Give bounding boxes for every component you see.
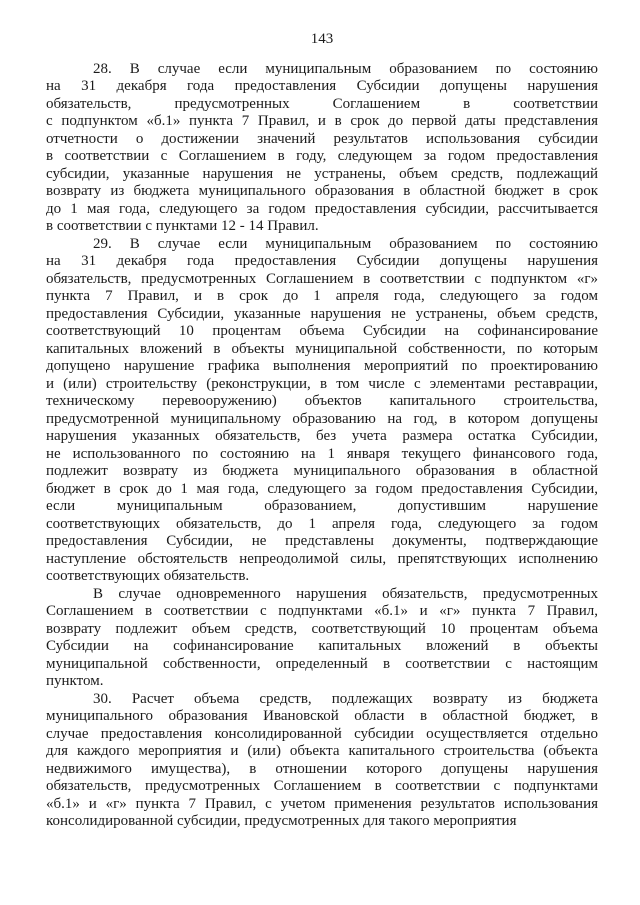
paragraph xyxy=(46,61,598,236)
text-line: «б.1» и «г» пункта 7 Правил, с учетом применения результатов использования xyxy=(46,795,598,812)
text-line: для каждого мероприятия и (или) объекта капитального строительства (объекта xyxy=(46,743,598,759)
paragraph xyxy=(46,586,598,691)
text-line: муниципального образования Ивановской области в областной бюджет, в xyxy=(46,708,598,724)
text-line: соответствующих обязательств, до 1 апреля года, следующего за годом xyxy=(46,515,598,532)
document-body xyxy=(46,61,598,831)
text-line: допущено нарушение графика выполнения мероприятий по проектированию xyxy=(46,358,598,374)
text-line: предоставления Субсидии, указанные нарушения не устранены, объем средств, xyxy=(46,305,598,322)
text-line: пунктом. xyxy=(46,673,104,689)
text-line: В случае одновременного нарушения обязательств, предусмотренных xyxy=(93,585,598,602)
text-line: 29. В случае если муниципальным образованием по состоянию xyxy=(93,235,598,252)
text-line: и (или) строительству (реконструкции, в том числе с элементами реставрации, xyxy=(46,375,598,392)
text-line: субсидии, указанные нарушения не устранены, объем средств, подлежащий xyxy=(46,165,598,182)
text-line: Субсидии на софинансирование капитальных вложений в объекты xyxy=(46,638,598,654)
text-line: обязательств, предусмотренных Соглашением в соответствии с подпунктом «г» xyxy=(46,270,598,287)
text-line: нарушения указанных обязательств, без учета размера остатка Субсидии, xyxy=(46,428,598,444)
text-line: 30. Расчет объема средств, подлежащих возврату из бюджета xyxy=(93,690,598,707)
text-line: пункта 7 Правил, и в срок до 1 апреля года, следующего за годом xyxy=(46,288,598,304)
text-line: возврату подлежит объем средств, соответствующий 10 процентам объема xyxy=(46,620,598,637)
text-line: на 31 декабря года предоставления Субсидии допущены нарушения xyxy=(46,253,598,269)
text-line: до 1 мая года, следующего за годом предоставления субсидии, рассчитывается xyxy=(46,200,598,217)
text-line: наступление обстоятельств непреодолимой силы, препятствующих исполнению xyxy=(46,550,598,567)
text-line: соответствующих обязательств. xyxy=(46,568,250,584)
text-line: случае предоставления консолидированной субсидии осуществляется отдельно xyxy=(46,725,598,742)
text-line: бюджет в срок до 1 мая года, следующего за годом предоставления Субсидии, xyxy=(46,480,598,497)
text-line: с подпунктом «б.1» пункта 7 Правил, и в срок до первой даты представления xyxy=(46,113,598,129)
text-line: предусмотренной муниципальному образованию на год, в котором допущены xyxy=(46,410,598,427)
text-line: если муниципальным образованием, допустившим нарушение xyxy=(46,498,598,514)
text-line: не использованного по состоянию на 1 января текущего финансового года, xyxy=(46,445,598,462)
text-line: в соответствии с Соглашением в году, следующем за годом предоставления xyxy=(46,148,598,164)
text-line: 28. В случае если муниципальным образованием по состоянию xyxy=(93,60,598,77)
text-line: капитальных вложений в объекты муниципальной собственности, по которым xyxy=(46,340,598,357)
text-line: отчетности о достижении значений результатов использования субсидии xyxy=(46,130,598,147)
page-number: 143 xyxy=(310,31,334,47)
text-line: предоставления Субсидии, не представлены документы, подтверждающие xyxy=(46,533,598,549)
text-line: техническому перевооружению) объектов капитального строительства, xyxy=(46,393,598,409)
text-line: подлежит возврату из бюджета муниципального образования в областной xyxy=(46,463,598,479)
text-line: Соглашением в соответствии с подпунктами «б.1» и «г» пункта 7 Правил, xyxy=(46,603,598,619)
text-line: в соответствии с пунктами 12 - 14 Правил. xyxy=(46,218,319,234)
text-line: возврату из бюджета муниципального образования в областной бюджет в срок xyxy=(46,183,598,199)
text-line: на 31 декабря года предоставления Субсидии допущены нарушения xyxy=(46,78,598,94)
text-line: муниципальной собственности, определенный в соответствии с настоящим xyxy=(46,655,598,672)
text-line: консолидированной субсидии, предусмотренных для такого мероприятия xyxy=(46,813,517,829)
paragraph xyxy=(46,691,598,831)
text-line: недвижимого имущества), в отношении которого допущены нарушения xyxy=(46,760,598,777)
text-line: обязательств, предусмотренных Соглашением в соответствии xyxy=(46,95,598,112)
text-line: соответствующий 10 процентам объема Субсидии на софинансирование xyxy=(46,323,598,339)
text-line: обязательств, предусмотренных Соглашением в соответствии с подпунктами xyxy=(46,778,598,794)
paragraph xyxy=(46,236,598,586)
